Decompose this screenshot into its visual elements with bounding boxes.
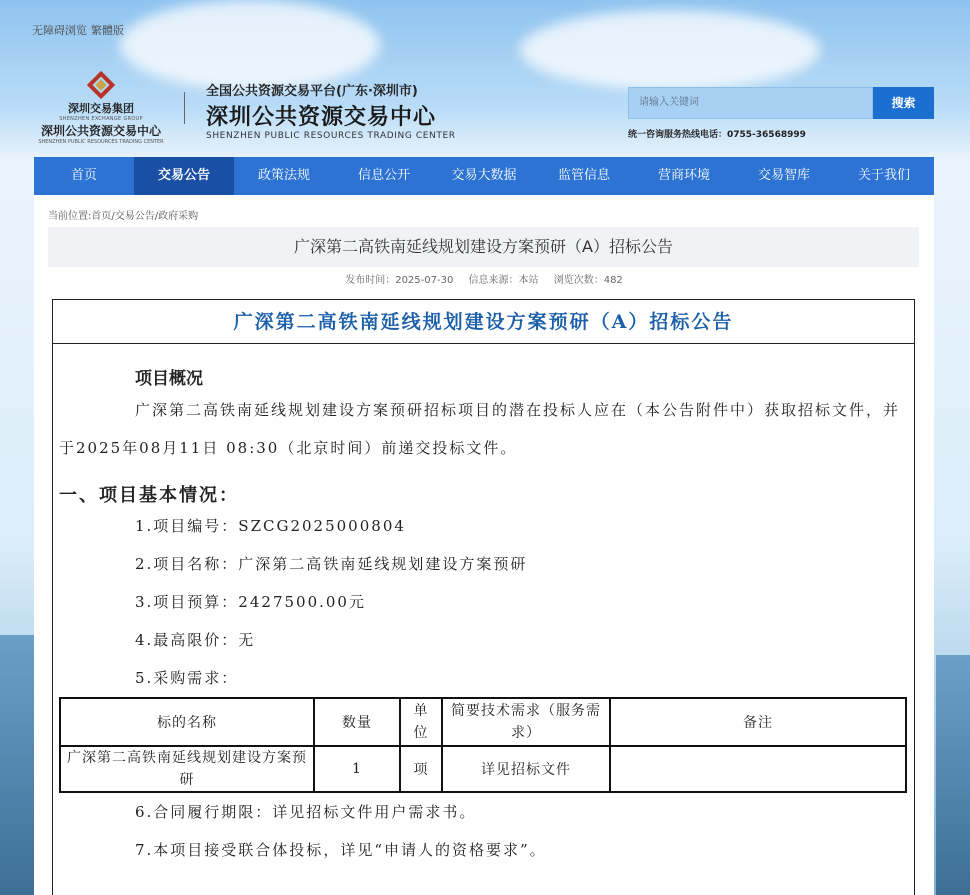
info-source: 信息来源：本站 bbox=[468, 275, 539, 286]
table-cell: 1 bbox=[314, 746, 400, 792]
nav-item-disclosure[interactable]: 信息公开 bbox=[357, 168, 410, 183]
table-header-cell: 标的名称 bbox=[60, 698, 314, 746]
article-meta bbox=[34, 271, 934, 286]
logo-center-name: 深圳公共资源交易中心 bbox=[40, 124, 161, 138]
view-count: 浏览次数：482 bbox=[553, 275, 623, 286]
table-cell: 详见招标文件 bbox=[442, 746, 610, 792]
breadcrumb[interactable]: 当前位置:首页/交易公告/政府采购 bbox=[48, 211, 199, 222]
max-price: 4.最高限价：无 bbox=[135, 631, 256, 649]
nav-item-business-env[interactable]: 营商环境 bbox=[657, 168, 710, 183]
project-name: 2.项目名称：广深第二高铁南延线规划建设方案预研 bbox=[135, 555, 528, 573]
section-basic-info-title: 一、项目基本情况： bbox=[59, 485, 239, 506]
consortium-bid: 7.本项目接受联合体投标，详见“申请人的资格要求”。 bbox=[135, 841, 547, 859]
project-number: 1.项目编号：SZCG2025000804 bbox=[135, 517, 406, 535]
table-cell: 项 bbox=[400, 746, 442, 792]
background-building bbox=[936, 655, 970, 895]
overview-text: 广深第二高铁南延线规划建设方案预研招标项目的潜在投标人应在（本公告附件中）获取招标文件，并于2025年08月11日 08:30（北京时间）前递交投标文件。 bbox=[59, 401, 901, 457]
table-header-cell: 备注 bbox=[610, 698, 906, 746]
publish-date: 发布时间：2025-07-30 bbox=[345, 275, 454, 286]
group-logo[interactable] bbox=[36, 72, 166, 145]
site-brand[interactable] bbox=[206, 80, 456, 141]
search-button[interactable]: 搜索 bbox=[873, 87, 934, 119]
exchange-group-logo-icon bbox=[88, 72, 114, 98]
logo-divider bbox=[184, 92, 185, 124]
nav-item-big-data[interactable]: 交易大数据 bbox=[451, 168, 517, 183]
overview-title: 项目概况 bbox=[135, 369, 203, 389]
nav-item-think-tank[interactable]: 交易智库 bbox=[757, 168, 810, 183]
table-header-row bbox=[60, 698, 906, 746]
background-cloud bbox=[520, 10, 820, 90]
table-cell: 广深第二高铁南延线规划建设方案预研 bbox=[60, 746, 314, 792]
announcement-document bbox=[52, 299, 915, 895]
platform-name: 全国公共资源交易平台(广东·深圳市) bbox=[206, 84, 418, 99]
hotline-text: 统一咨询服务热线电话：0755-36568999 bbox=[628, 130, 806, 140]
nav-item-home[interactable]: 首页 bbox=[70, 168, 97, 183]
contract-period: 6.合同履行期限：详见招标文件用户需求书。 bbox=[135, 803, 477, 821]
background-building bbox=[0, 635, 34, 895]
nav-item-about[interactable]: 关于我们 bbox=[857, 168, 910, 183]
table-cell bbox=[610, 746, 906, 792]
content-panel bbox=[34, 195, 934, 895]
table-header-cell: 简要技术需求（服务需求） bbox=[442, 698, 610, 746]
table-header-cell: 数量 bbox=[314, 698, 400, 746]
procurement-table bbox=[59, 697, 907, 793]
center-name-en: SHENZHEN PUBLIC RESOURCES TRADING CENTER bbox=[206, 131, 456, 141]
page-title: 广深第二高铁南延线规划建设方案预研（A）招标公告 bbox=[48, 227, 919, 267]
logo-center-name-en: SHENZHEN PUBLIC RESOURCES TRADING CENTER bbox=[38, 139, 164, 145]
table-header-cell: 单位 bbox=[400, 698, 442, 746]
search-input[interactable]: 请输入关键词 bbox=[628, 87, 873, 119]
logo-group-name: 深圳交易集团 bbox=[68, 102, 134, 115]
table-row bbox=[60, 746, 906, 792]
traditional-chinese-link[interactable]: 繁體版 bbox=[91, 24, 124, 37]
top-utility-bar bbox=[32, 22, 124, 38]
logo-group-name-en: SHENZHEN EXCHANGE GROUP bbox=[59, 116, 143, 122]
nav-item-announcements[interactable]: 交易公告 bbox=[134, 157, 234, 195]
document-heading: 广深第二高铁南延线规划建设方案预研（A）招标公告 bbox=[53, 300, 914, 344]
nav-item-supervision[interactable]: 监管信息 bbox=[557, 168, 610, 183]
procurement-demand: 5.采购需求： bbox=[135, 669, 239, 687]
nav-item-policies[interactable]: 政策法规 bbox=[257, 168, 310, 183]
accessible-browse-link[interactable]: 无障碍浏览 bbox=[32, 24, 87, 37]
center-name: 深圳公共资源交易中心 bbox=[206, 105, 437, 130]
project-budget: 3.项目预算：2427500.00元 bbox=[135, 593, 366, 611]
main-nav bbox=[34, 157, 934, 195]
